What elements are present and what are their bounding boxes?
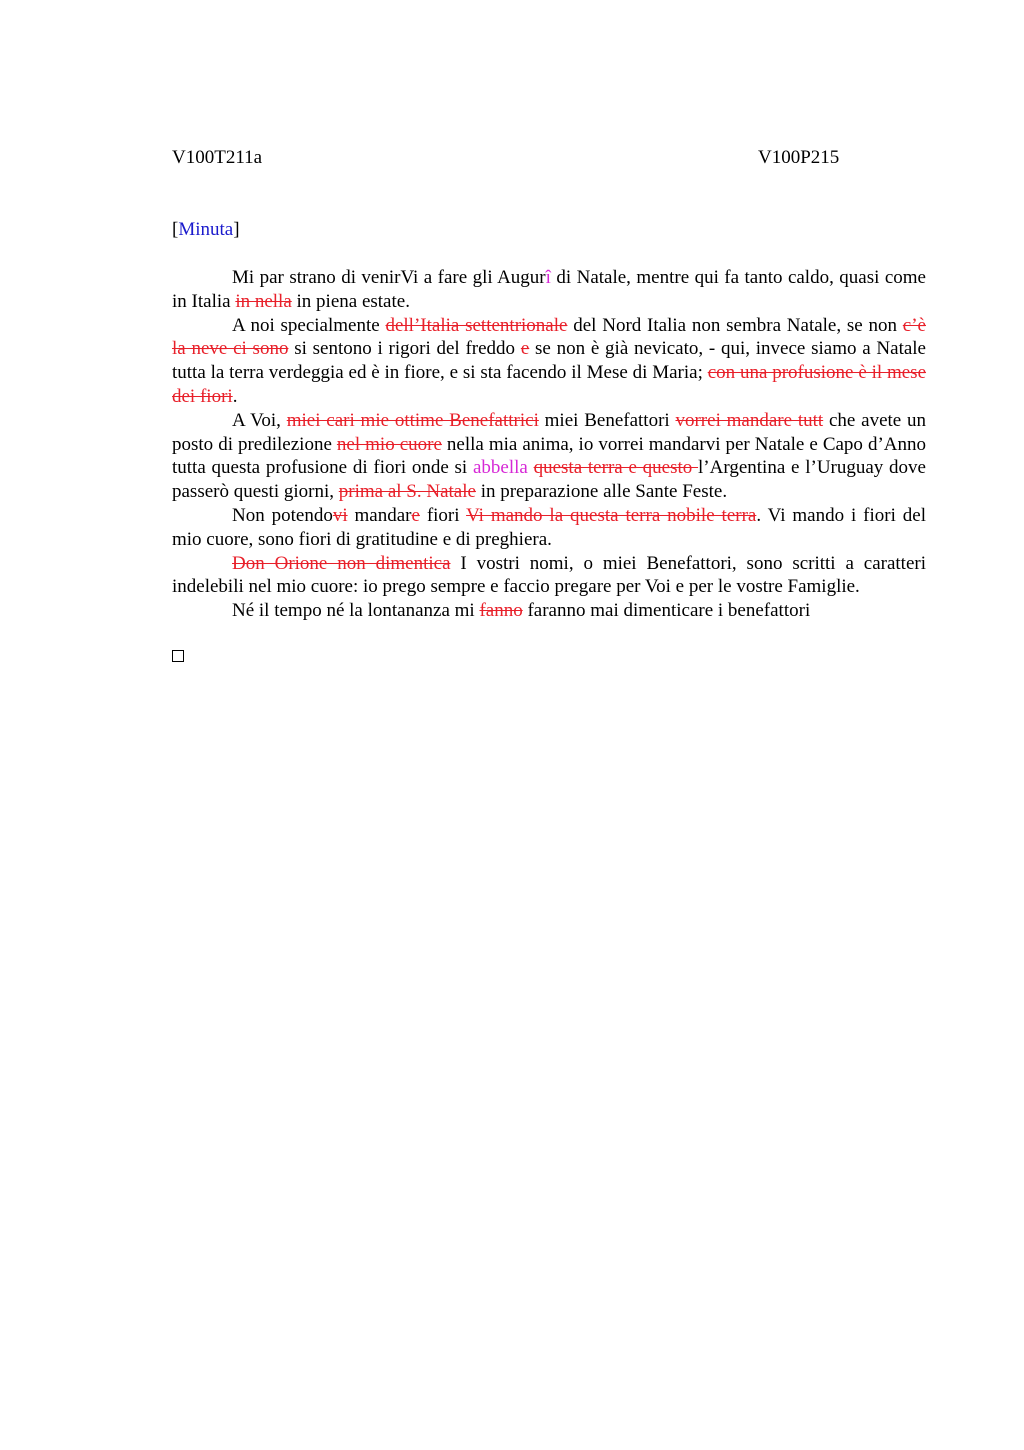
text-run: l’Argentina e l’Uruguay dove passerò questi giorni, (172, 457, 926, 503)
deleted-text: e (520, 338, 530, 360)
text-run: del Nord Italia non sembra Natale, se non (567, 314, 903, 336)
deleted-text: vi (332, 504, 348, 526)
document-code-left: V100T211a (172, 147, 263, 168)
paragraph-6 (172, 599, 926, 623)
draft-label (172, 219, 240, 241)
text-run: se non è già nevicato, - qui, invece siamo a Natale tutta la terra verdeggia ed è in fiore, e si sta facendo il Mese di Maria; (172, 338, 926, 384)
inserted-text: abbella (472, 457, 528, 479)
text-run: in piena estate. (291, 290, 410, 312)
deleted-text: dell’Italia settentrionale (385, 314, 568, 336)
draft-label-open-bracket: [ (172, 219, 179, 240)
text-run: che avete un posto di predilezione (172, 409, 927, 455)
deleted-text: prima al S. Natale (338, 481, 476, 503)
text-run: si sentono i rigori del freddo (288, 338, 521, 360)
deleted-text: nel mio cuore (336, 433, 442, 455)
deleted-text: Don Orione non dimentica (232, 552, 451, 574)
text-run: in preparazione alle Sante Feste. (475, 481, 728, 503)
paragraph-1 (172, 266, 926, 314)
draft-label-close-bracket: ] (233, 219, 240, 240)
deleted-text: fanno (479, 600, 523, 622)
text-run: Non potendo (232, 504, 333, 526)
text-run: . (232, 385, 238, 407)
text-run: A noi specialmente (232, 314, 386, 336)
paragraph-5 (172, 552, 926, 600)
paragraph-3 (172, 409, 926, 504)
draft-label-word: Minuta (178, 219, 234, 240)
paragraph-2 (172, 314, 926, 409)
text-run: miei Benefattori (538, 409, 676, 431)
document-code-right: V100P215 (758, 147, 840, 168)
text-run: fiori (419, 504, 467, 526)
deleted-text: vorrei mandare tutt (675, 409, 824, 431)
text-run: mandar (347, 504, 412, 526)
text-run: A Voi, (232, 409, 287, 431)
deleted-text: Vi mando la questa terra nobile terra (466, 504, 757, 526)
deleted-text: c’è la neve ci sono (172, 314, 926, 360)
text-run: Né il tempo né la lontananza mi (232, 600, 480, 622)
deleted-text: questa terra e questo (533, 457, 699, 479)
deleted-text: miei cari mie ottime Benefattrici (286, 409, 539, 431)
text-run: . Vi mando i fiori del mio cuore, sono fiori di gratitudine e di preghiera. (172, 504, 926, 550)
text-run: di Natale, mentre qui fa tanto caldo, quasi come in Italia (172, 267, 926, 312)
text-run: nella mia anima, io vorrei mandarvi per Natale e Capo d’Anno tutta questa profusione di fiori onde si (172, 433, 926, 479)
letter-body (172, 266, 926, 623)
deleted-text: in nella (235, 290, 292, 312)
inserted-text: î (545, 267, 551, 288)
text-run: faranno mai dimenticare i benefattori (522, 600, 811, 622)
deleted-text: con una profusione è il mese dei fiori (172, 362, 927, 407)
empty-square-icon (172, 650, 184, 662)
text-run: Mi par strano di venirVi a fare gli Augur (232, 267, 546, 288)
paragraph-4 (172, 504, 926, 552)
text-run: I vostri nomi, o miei Benefattori, sono scritti a caratteri indelebili nel mio cuore: io prego sempre e faccio pregare per Voi e per le vostre Famiglie. (172, 552, 926, 598)
deleted-text: e (411, 504, 420, 526)
